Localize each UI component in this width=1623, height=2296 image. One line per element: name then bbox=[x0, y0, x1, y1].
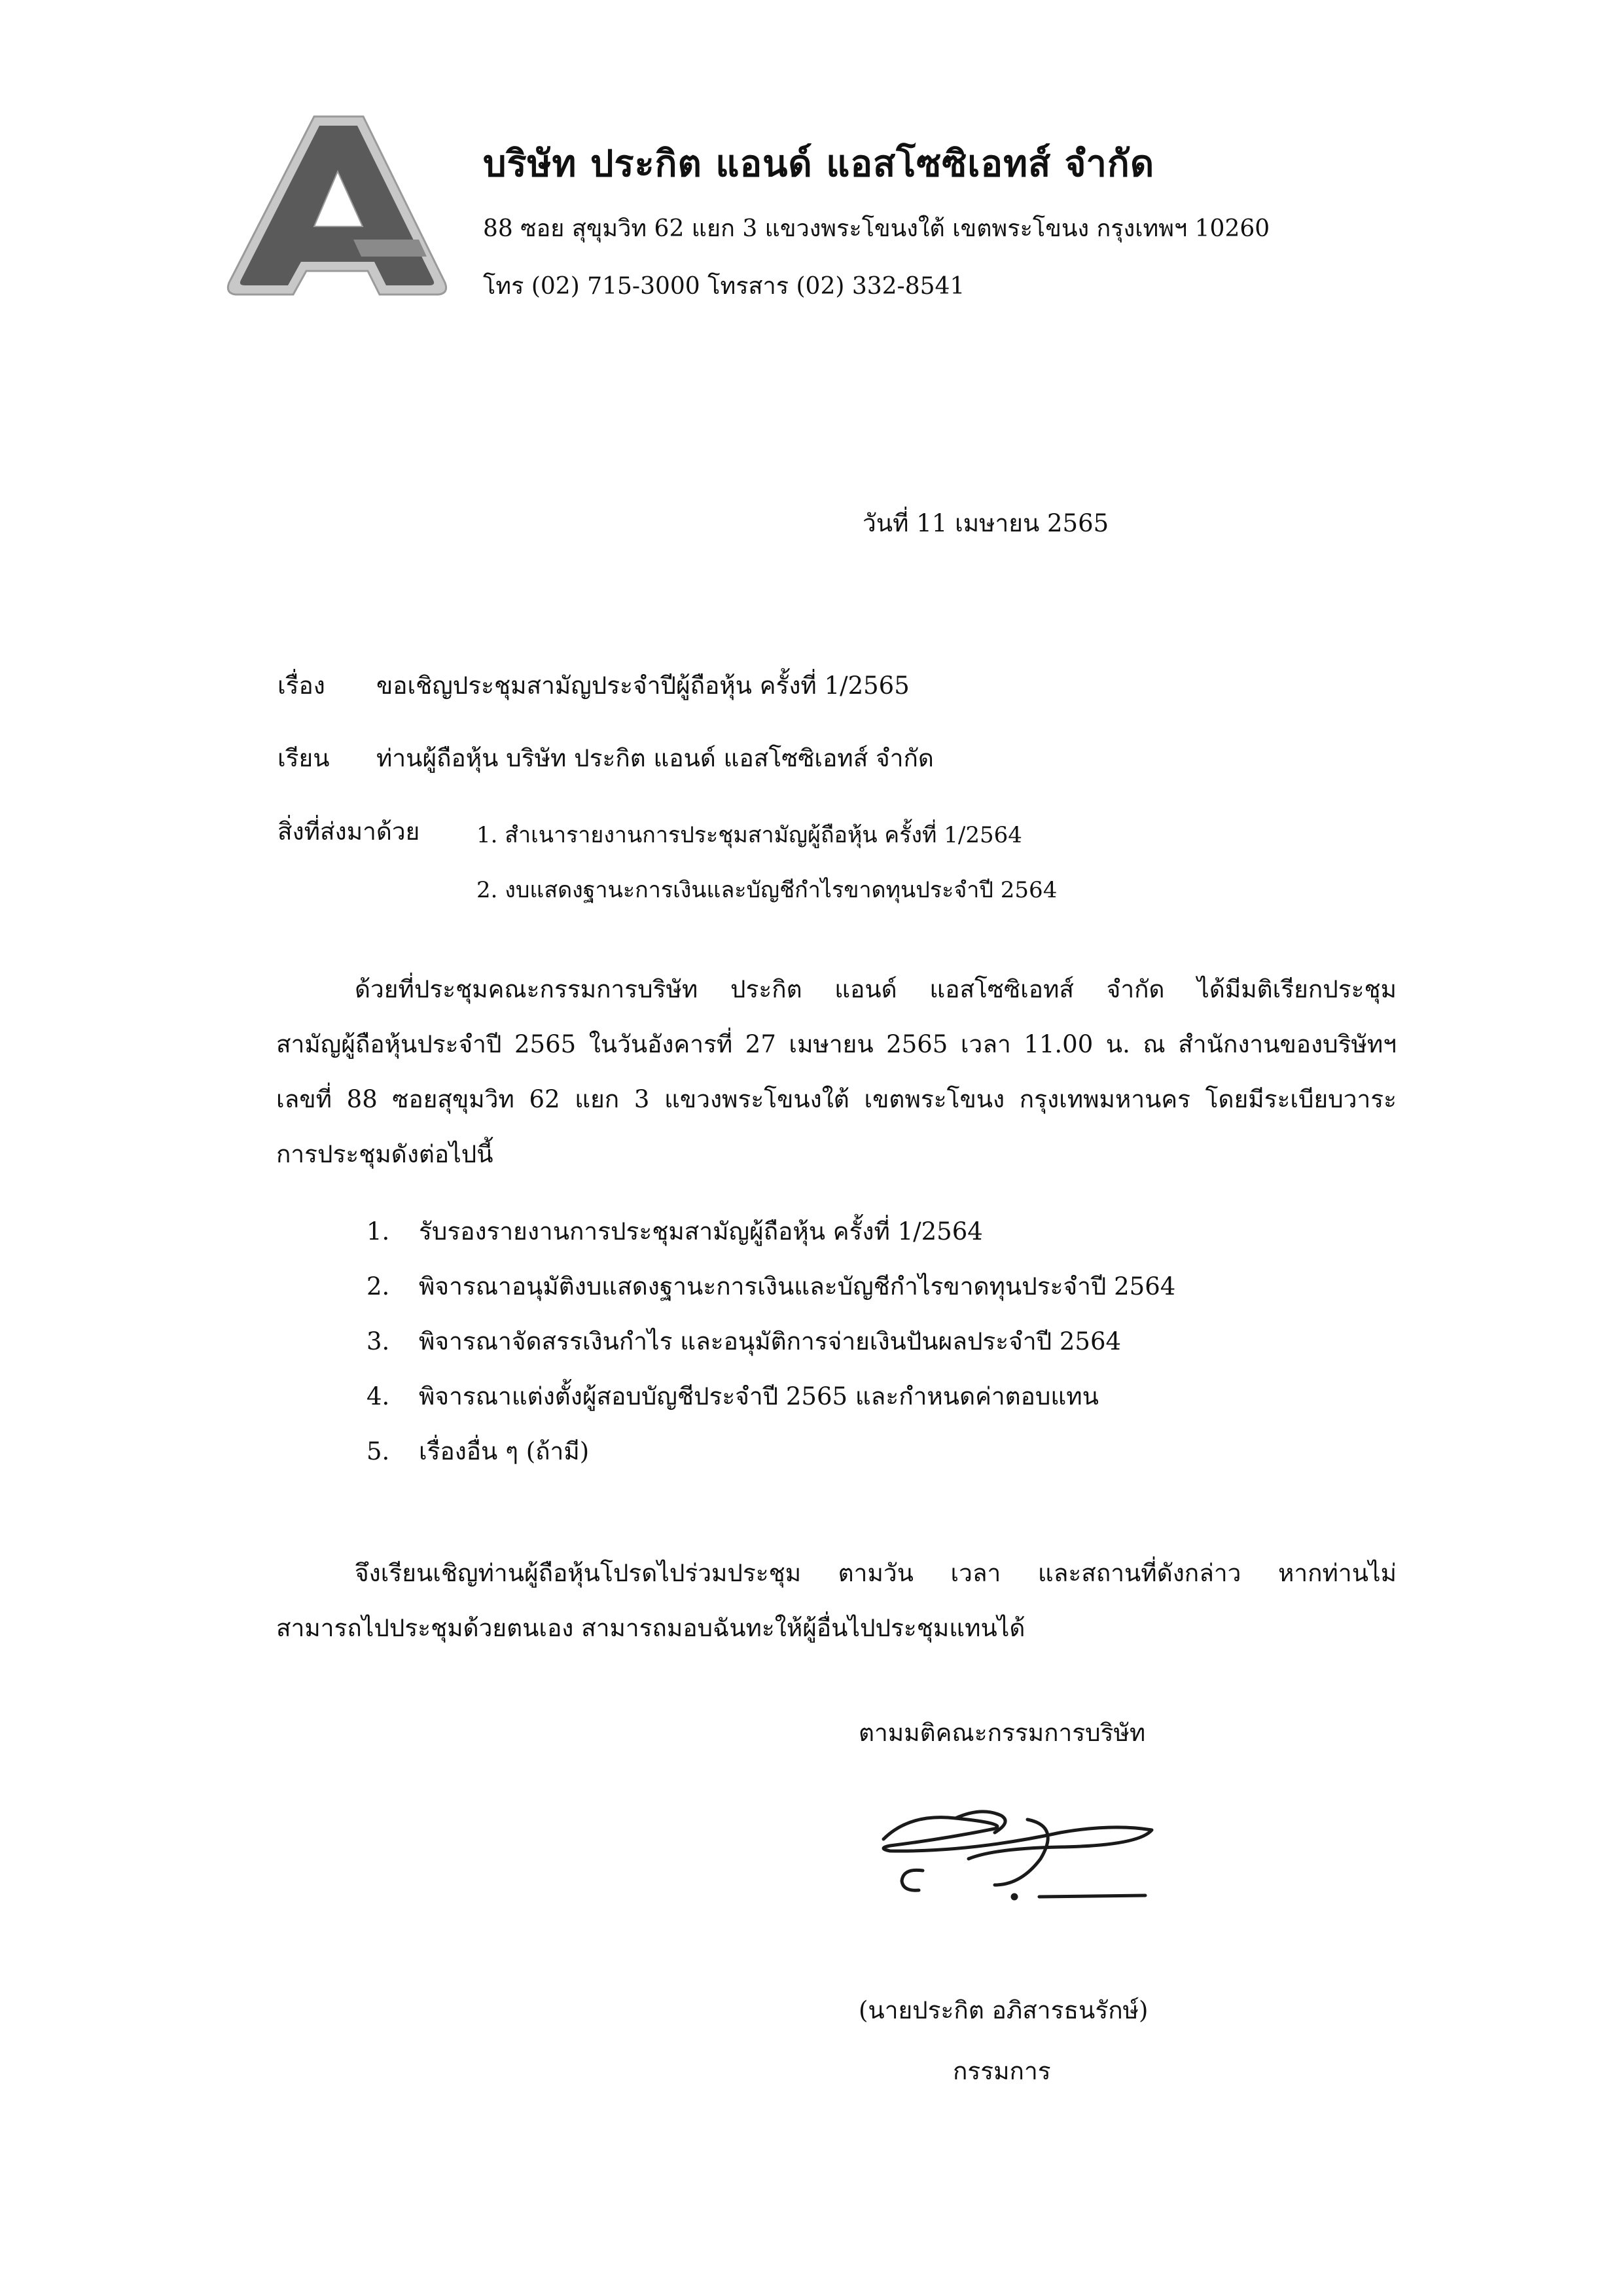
closing-paragraph-line: สามารถไปประชุมด้วยตนเอง สามารถมอบฉันทะให้ผู้อื่นไปประชุมแทนได้ bbox=[276, 1614, 1026, 1642]
body-paragraph-line: การประชุมดังต่อไปนี้ bbox=[276, 1140, 493, 1168]
agenda-item bbox=[366, 1259, 1175, 1314]
recipient-text: ท่านผู้ถือหุ้น บริษัท ประกิต แอนด์ แอสโซซิเอทส์ จำกัด bbox=[376, 744, 934, 772]
recipient-label: เรียน bbox=[277, 744, 330, 772]
agenda-text: เรื่องอื่น ๆ (ถ้ามี) bbox=[419, 1437, 590, 1465]
agenda-number: 3. bbox=[366, 1327, 390, 1355]
body-paragraph bbox=[276, 962, 1397, 1182]
agenda-number: 1. bbox=[366, 1217, 390, 1246]
closing-line: ตามมติคณะกรรมการบริษัท bbox=[859, 1719, 1146, 1747]
agenda-number: 5. bbox=[366, 1437, 390, 1465]
closing-paragraph bbox=[276, 1546, 1397, 1656]
signature-icon bbox=[864, 1787, 1158, 1924]
company-phone: โทร (02) 715-3000 โทรสาร (02) 332-8541 bbox=[483, 273, 965, 300]
closing-paragraph-line: จึงเรียนเชิญท่านผู้ถือหุ้นโปรดไปร่วมประชุม ตามวัน เวลา และสถานที่ดังกล่าว หากท่านไม่ bbox=[355, 1559, 1397, 1587]
subject-label: เรื่อง bbox=[277, 672, 325, 700]
signer-name: (นายประกิต อภิสารธนรักษ์) bbox=[859, 1996, 1149, 2024]
company-address: 88 ซอย สุขุมวิท 62 แยก 3 แขวงพระโขนงใต้ เขตพระโขนง กรุงเทพฯ 10260 bbox=[483, 215, 1270, 242]
agenda-item bbox=[366, 1369, 1175, 1424]
agenda-number: 4. bbox=[366, 1382, 390, 1410]
agenda-text: พิจารณาอนุมัติงบแสดงฐานะการเงินและบัญชีกำไรขาดทุนประจำปี 2564 bbox=[419, 1272, 1176, 1300]
body-paragraph-line: ด้วยที่ประชุมคณะกรรมการบริษัท ประกิต แอนด์ แอสโซซิเอทส์ จำกัด ได้มีมติเรียกประชุม bbox=[355, 975, 1397, 1003]
body-paragraph-line: เลขที่ 88 ซอยสุขุมวิท 62 แยก 3 แขวงพระโขนงใต้ เขตพระโขนง กรุงเทพมหานคร โดยมีระเบียบวาระ bbox=[276, 1085, 1397, 1113]
agenda-item bbox=[366, 1314, 1175, 1369]
agenda-list bbox=[366, 1204, 1175, 1479]
letter-date: วันที่ 11 เมษายน 2565 bbox=[863, 509, 1109, 537]
signer-title: กรรมการ bbox=[953, 2057, 1051, 2085]
company-logo-icon bbox=[223, 111, 452, 301]
agenda-item bbox=[366, 1204, 1175, 1259]
enclosure-item: 2. งบแสดงฐานะการเงินและบัญชีกำไรขาดทุนประจำปี 2564 bbox=[476, 877, 1058, 903]
agenda-item bbox=[366, 1424, 1175, 1479]
company-name: บริษัท ประกิต แอนด์ แอสโซซิเอทส์ จำกัด bbox=[483, 142, 1155, 185]
agenda-text: รับรองรายงานการประชุมสามัญผู้ถือหุ้น ครั้งที่ 1/2564 bbox=[419, 1217, 983, 1246]
enclosures-label: สิ่งที่ส่งมาด้วย bbox=[277, 817, 420, 846]
agenda-number: 2. bbox=[366, 1272, 390, 1300]
enclosure-item: 1. สำเนารายงานการประชุมสามัญผู้ถือหุ้น ครั้งที่ 1/2564 bbox=[476, 822, 1022, 848]
body-paragraph-line: สามัญผู้ถือหุ้นประจำปี 2565 ในวันอังคารที่ 27 เมษายน 2565 เวลา 11.00 น. ณ สำนักงานของบริษัทฯ bbox=[276, 1030, 1397, 1058]
subject-text: ขอเชิญประชุมสามัญประจำปีผู้ถือหุ้น ครั้งที่ 1/2565 bbox=[376, 672, 910, 700]
agenda-text: พิจารณาจัดสรรเงินกำไร และอนุมัติการจ่ายเงินปันผลประจำปี 2564 bbox=[419, 1327, 1122, 1355]
agenda-text: พิจารณาแต่งตั้งผู้สอบบัญชีประจำปี 2565 และกำหนดค่าตอบแทน bbox=[419, 1382, 1099, 1410]
